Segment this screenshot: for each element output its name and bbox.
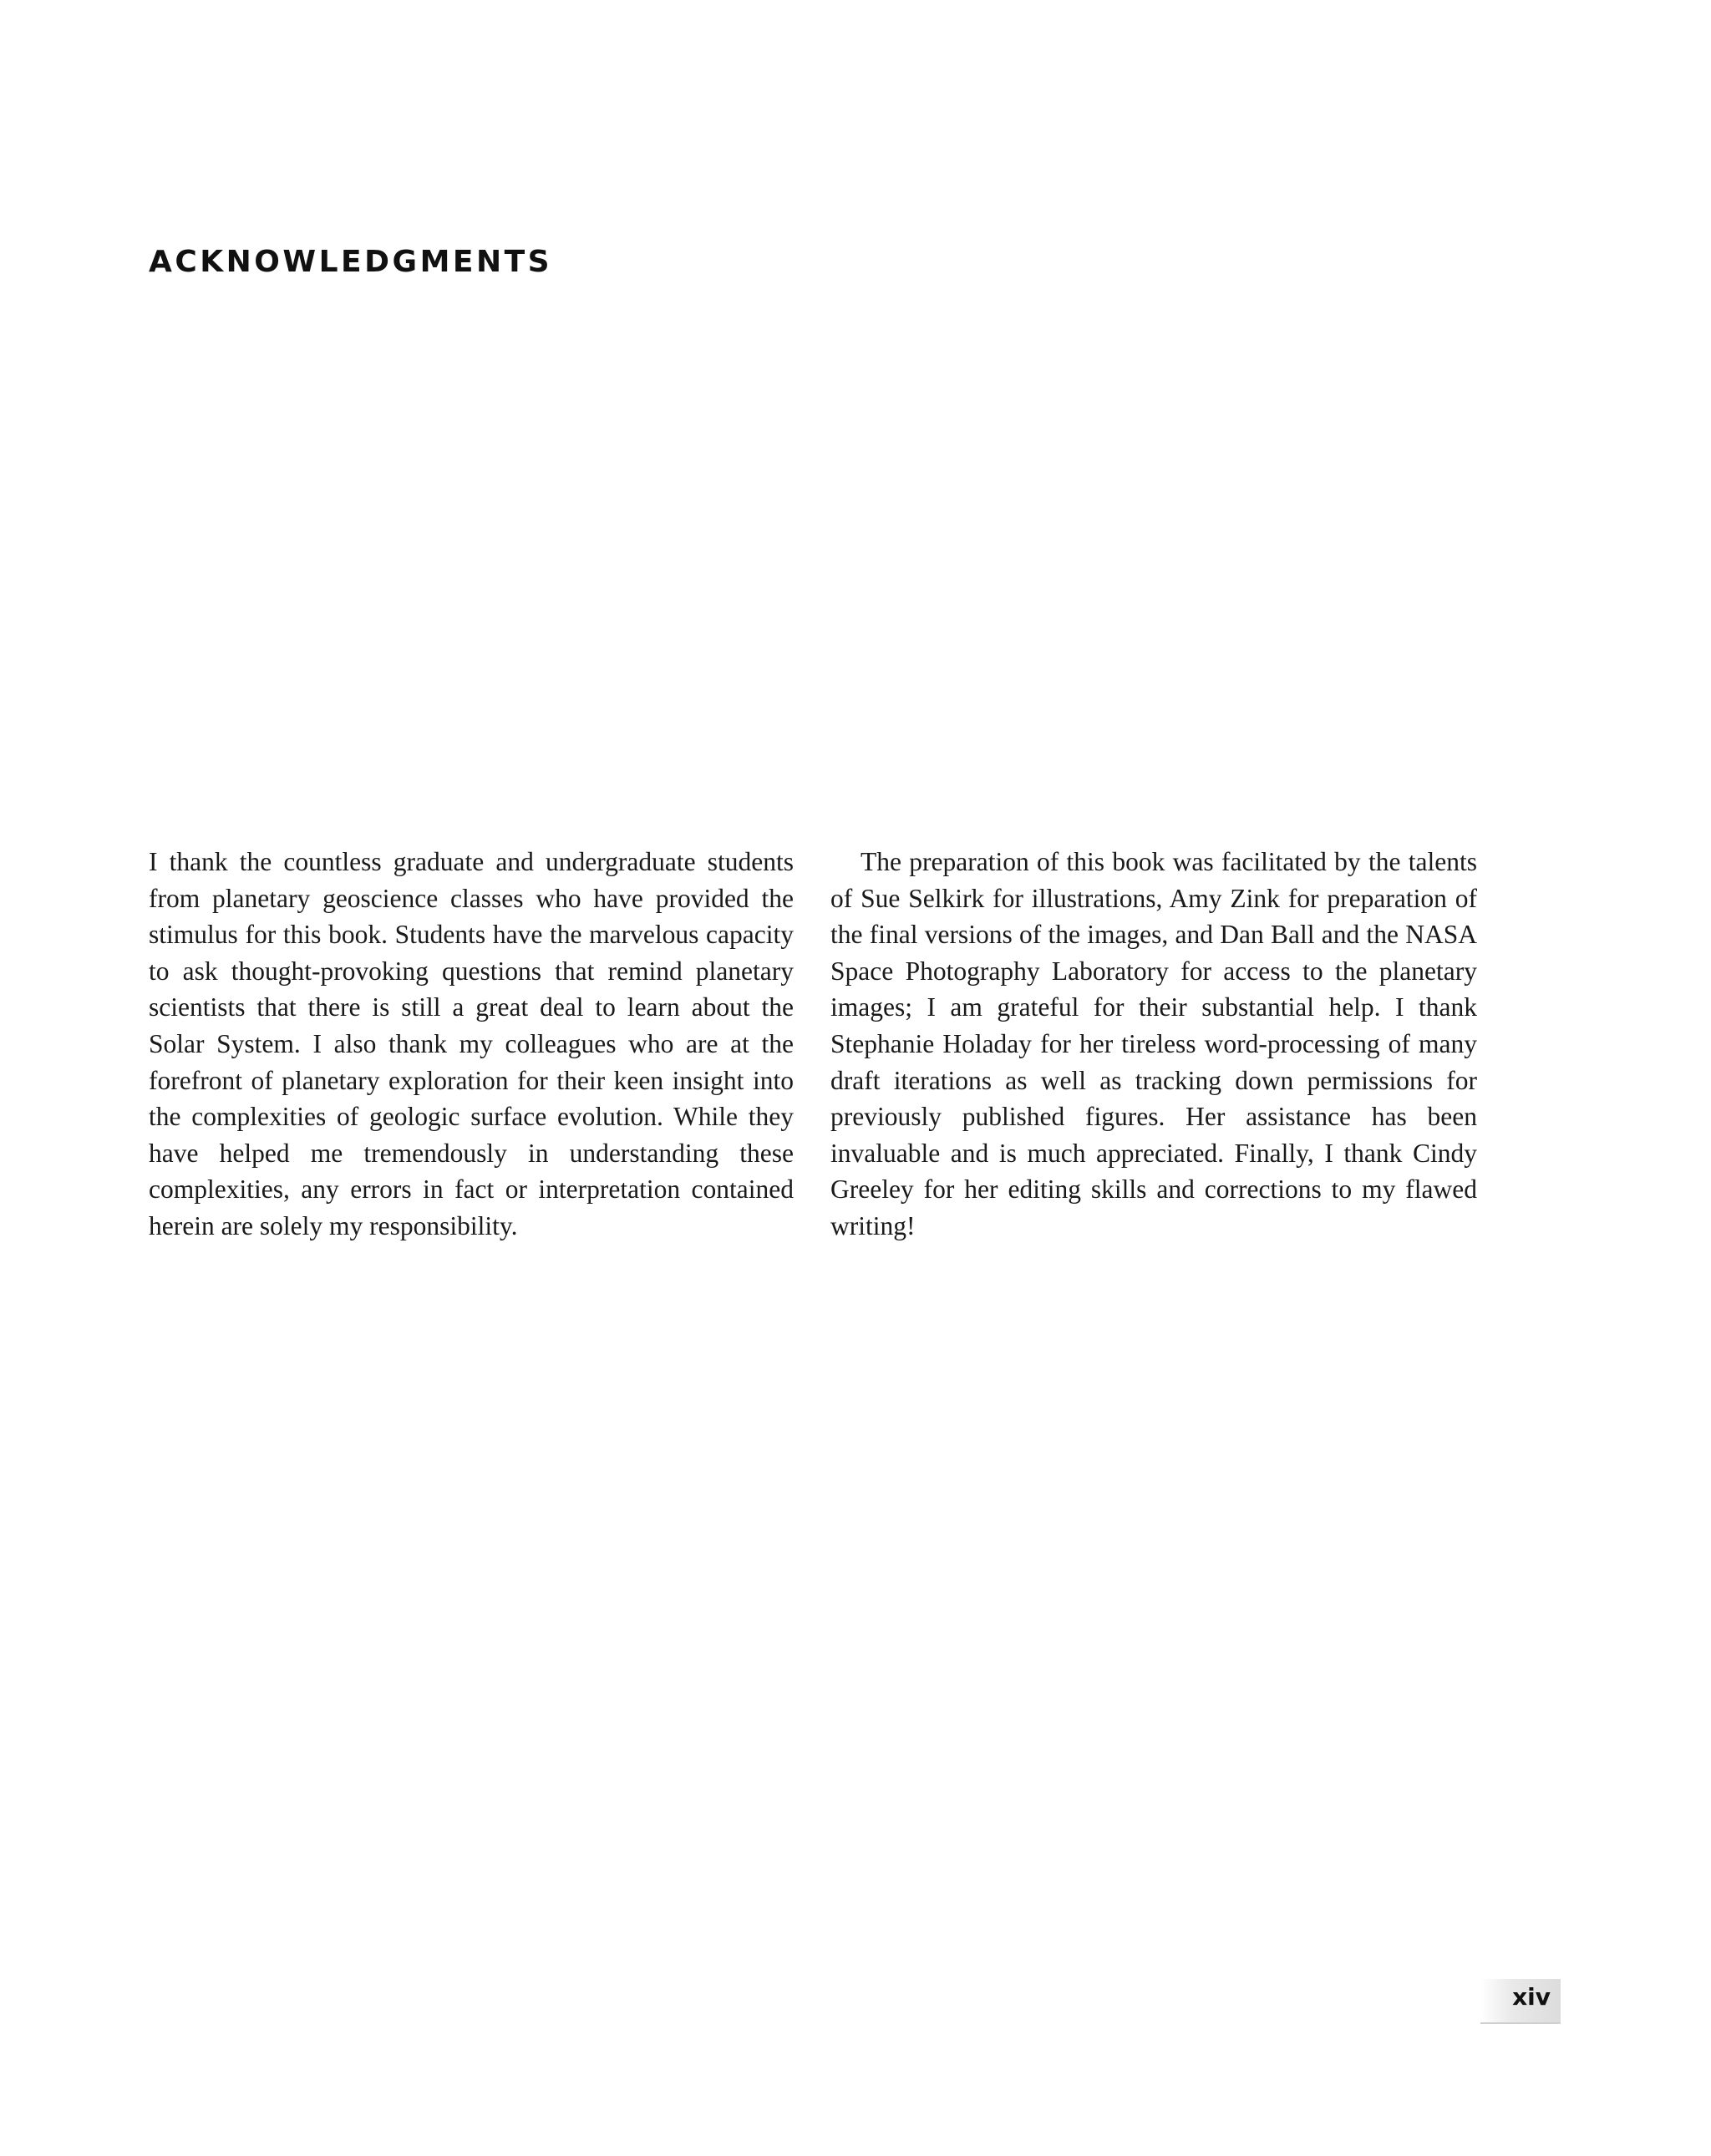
paragraph-students: I thank the countless graduate and undergraduate students from planetary geoscience classes who have provided the stimulus for this book. Students have the marvelous capacity to ask thought-provoking questions that remind planetary scientists that there is still a great deal to learn about the Solar System. I also thank my colleagues who are at the forefront of planetary exploration for their keen insight into the complexities of geologic surface evolution. While they have helped me tremendously in understanding these complexities, any errors in fact or interpretation contained herein are solely my responsibility. [149,847,794,1240]
page-number-tab [1480,1979,1561,2024]
page-number: xiv [1512,1983,1551,2011]
paragraph-preparation: The preparation of this book was facilitated by the talents of Sue Selkirk for illustrations, Amy Zink for preparation of the final versions of the images, and Dan Ball and the NASA Space Photography Laboratory for access to the planetary images; I am grateful for their substantial help. I thank Stephanie Holaday for her tireless word-processing of many draft iterations as well as tracking down permissions for previously published figures. Her assistance has been invaluable and is much appreciated. Finally, I thank Cindy Greeley for her editing skills and corrections to my flawed writing! [830,847,1477,1240]
page-title: ACKNOWLEDGMENTS [149,245,553,279]
